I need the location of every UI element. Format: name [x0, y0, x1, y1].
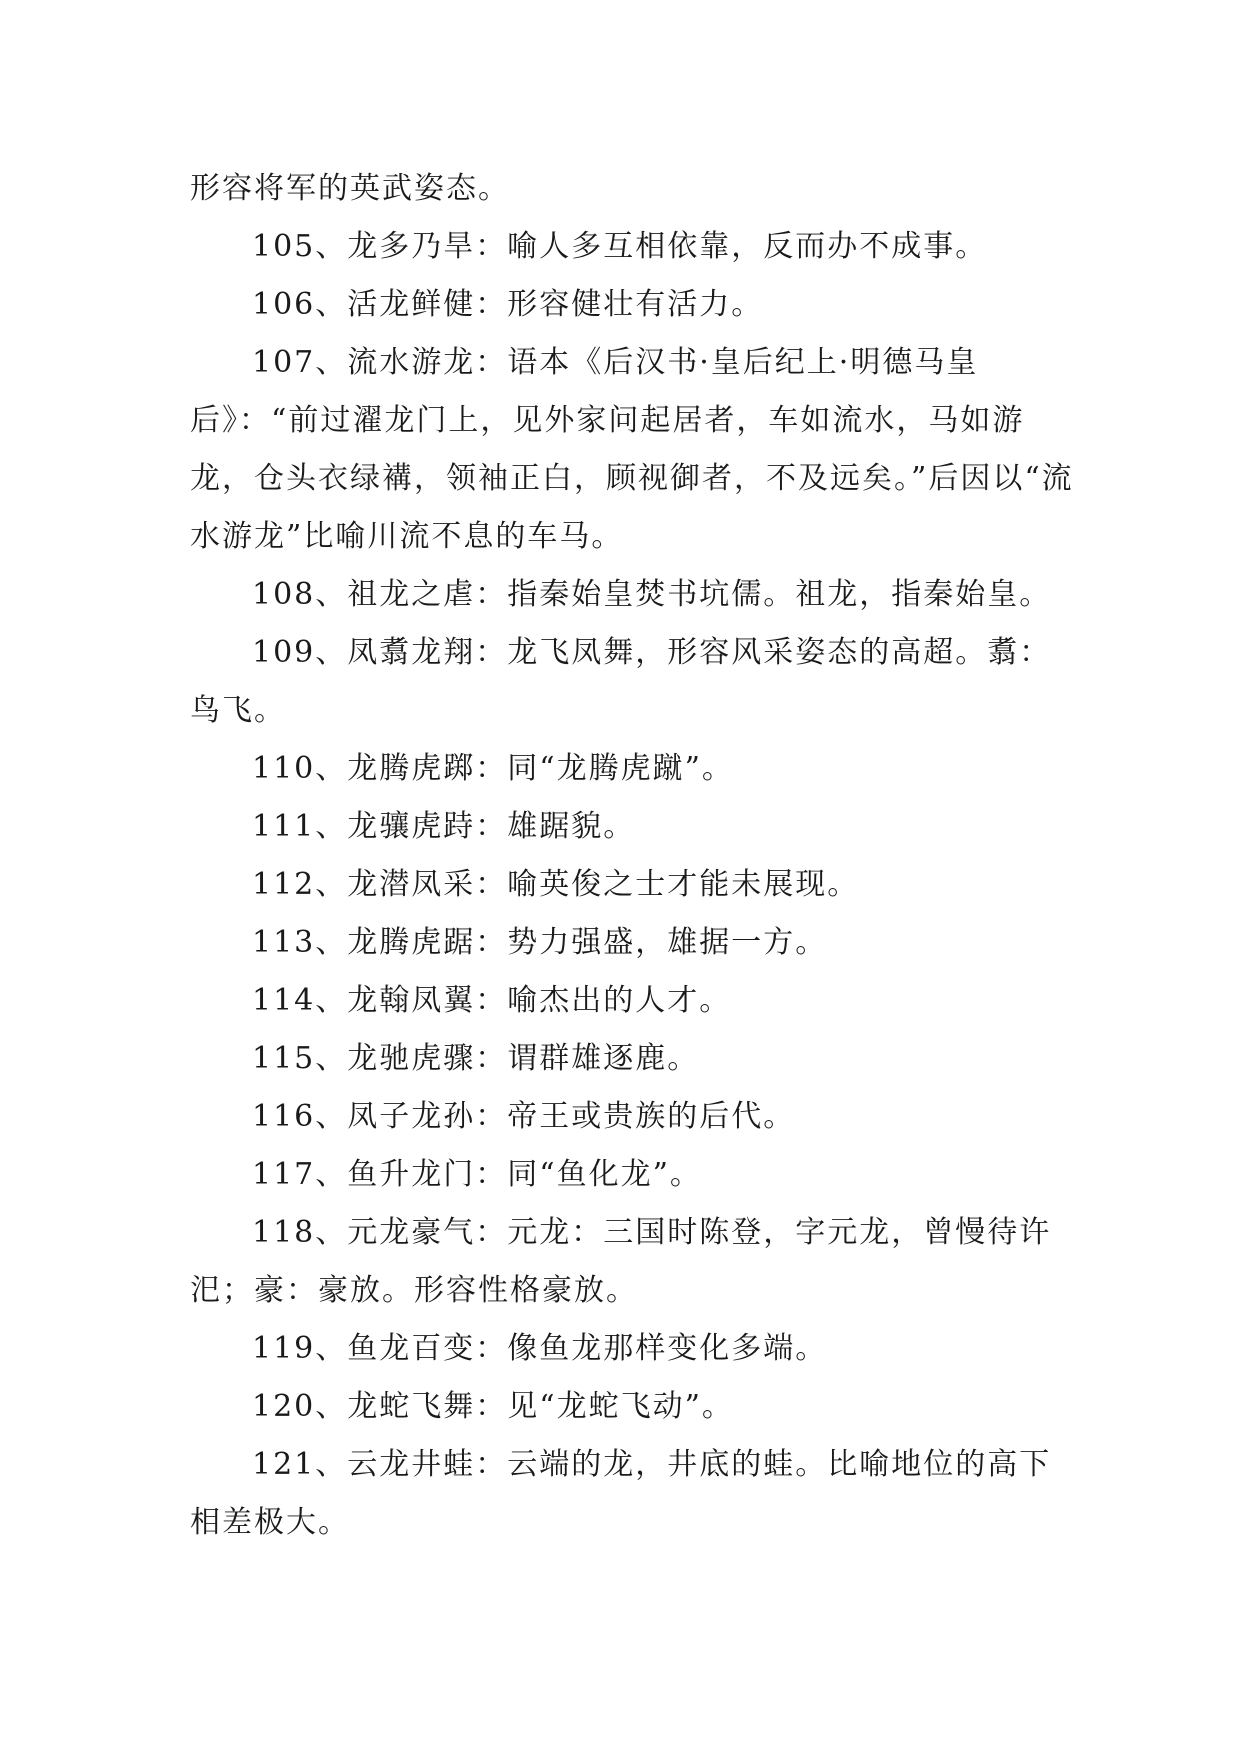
- paragraph-112: 112、龙潜凤采：喻英俊之士才能未展现。: [252, 867, 860, 902]
- paragraph-116: 116、凤子龙孙：帝王或贵族的后代。: [252, 1099, 796, 1134]
- paragraph-117: 117、鱼升龙门：同“鱼化龙”。: [252, 1157, 702, 1192]
- body-text: [190, 160, 1080, 1552]
- paragraph-105: 105、龙多乃旱：喻人多互相依靠，反而办不成事。: [252, 229, 988, 264]
- paragraph-113: 113、龙腾虎踞：势力强盛，雄据一方。: [252, 925, 828, 960]
- paragraph-continuation: 形容将军的英武姿态。: [190, 171, 510, 206]
- paragraph-121: 121、云龙井蛙：云端的龙，井底的蛙。比喻地位的高下相差极大。: [190, 1447, 1052, 1540]
- paragraph-111: 111、龙骧虎跱：雄踞貌。: [252, 809, 636, 844]
- paragraph-108: 108、祖龙之虐：指秦始皇焚书坑儒。祖龙，指秦始皇。: [252, 577, 1052, 612]
- paragraph-114: 114、龙翰凤翼：喻杰出的人才。: [252, 983, 732, 1018]
- paragraph-107: 107、流水游龙：语本《后汉书·皇后纪上·明德马皇后》：“前过濯龙门上，见外家问起居者，车如流水，马如游龙，仓头衣绿褠，领袖正白，顾视御者，不及远矣。”后因以“流水游龙”比喻川流不息的车马。: [190, 345, 1074, 554]
- paragraph-109: 109、凤翥龙翔：龙飞凤舞，形容风采姿态的高超。翥：鸟飞。: [190, 635, 1052, 728]
- paragraph-120: 120、龙蛇飞舞：见“龙蛇飞动”。: [252, 1389, 734, 1424]
- paragraph-118: 118、元龙豪气：元龙：三国时陈登，字元龙，曾慢待许汜；豪：豪放。形容性格豪放。: [190, 1215, 1052, 1308]
- paragraph-110: 110、龙腾虎踯：同“龙腾虎蹴”。: [252, 751, 734, 786]
- paragraph-119: 119、鱼龙百变：像鱼龙那样变化多端。: [252, 1331, 828, 1366]
- paragraph-106: 106、活龙鲜健：形容健壮有活力。: [252, 287, 764, 322]
- paragraph-115: 115、龙驰虎骤：谓群雄逐鹿。: [252, 1041, 700, 1076]
